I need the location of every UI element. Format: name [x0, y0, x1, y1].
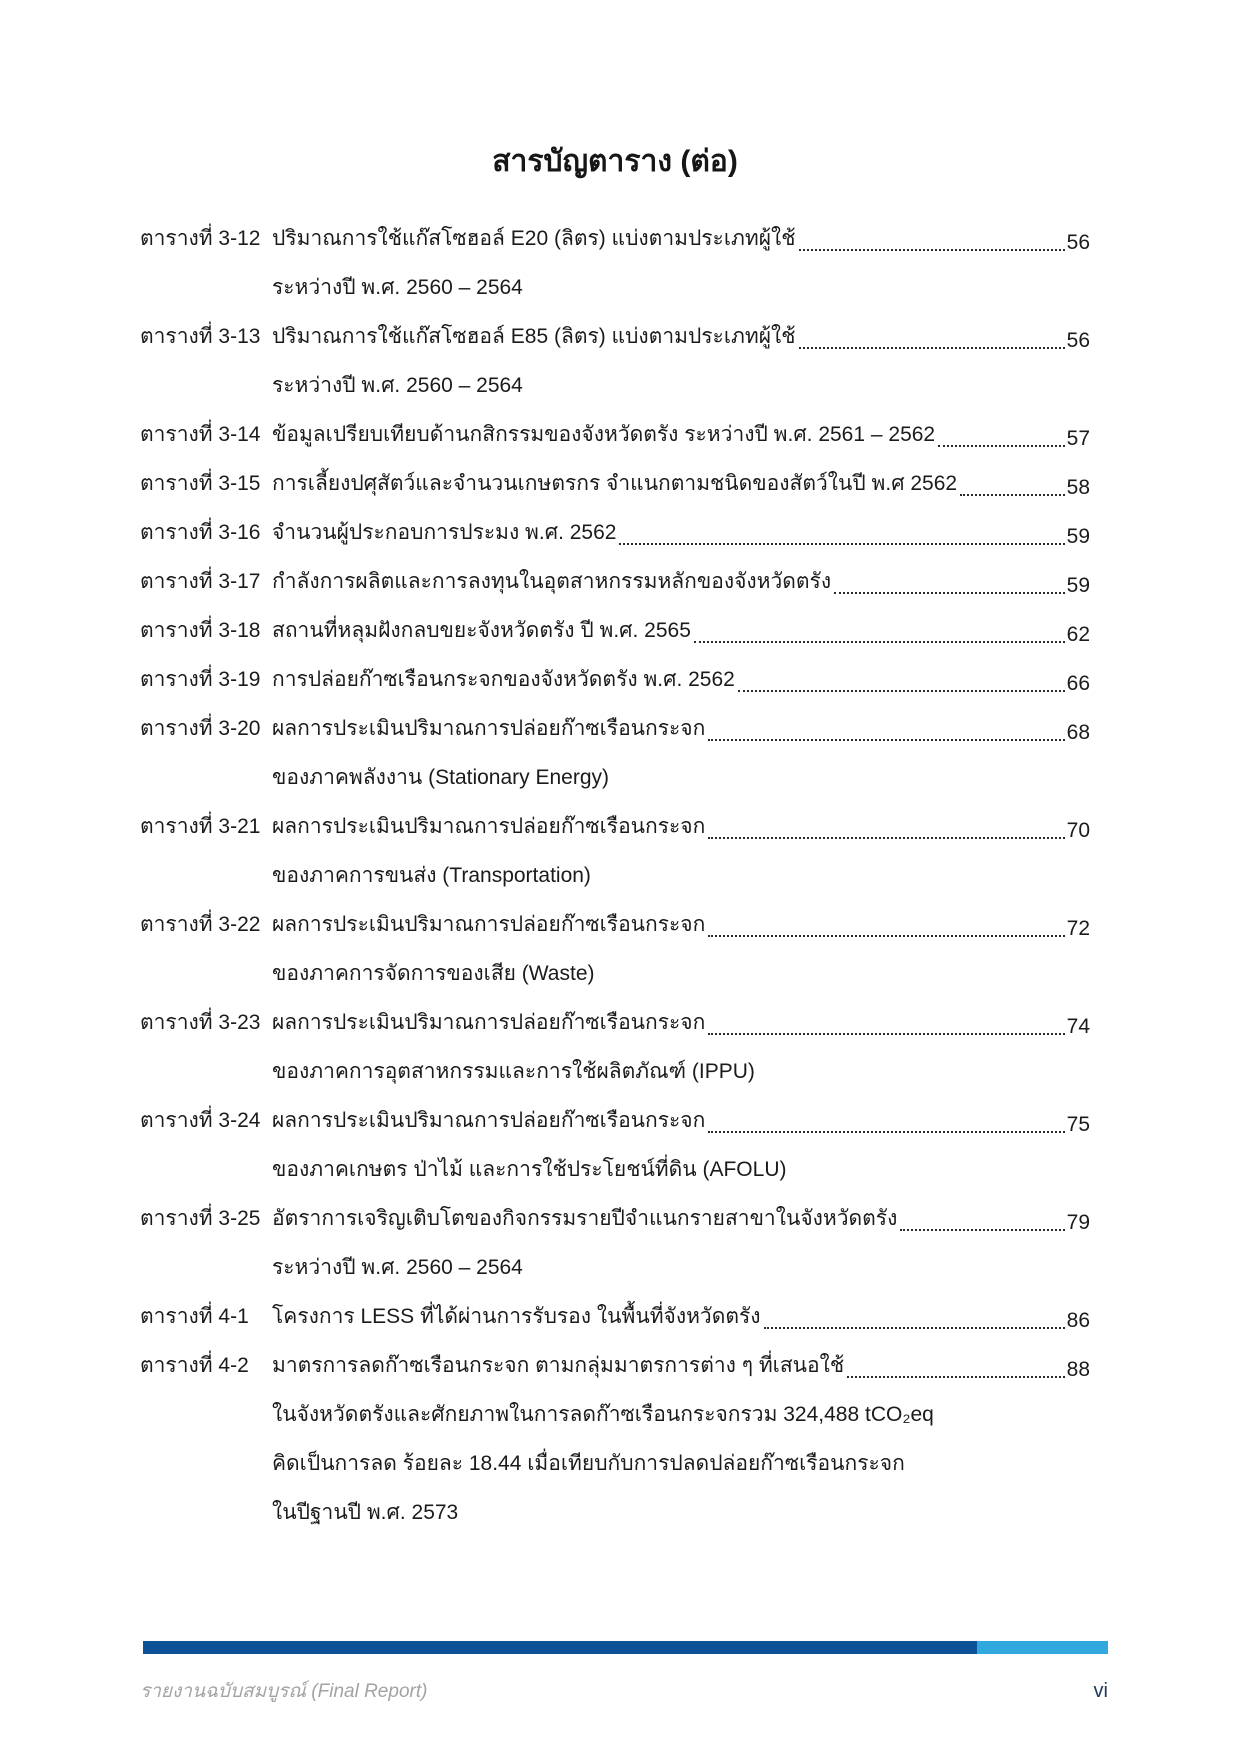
- toc-entry-title: ผลการประเมินปริมาณการปล่อยก๊าซเรือนกระจก: [272, 1011, 706, 1034]
- toc-entry-continuation-text: ของภาคการขนส่ง (Transportation): [272, 864, 591, 887]
- footer-page-number: vi: [1093, 1680, 1108, 1702]
- toc-entry-label: ตารางที่ 3-20: [140, 717, 261, 740]
- toc-entry-3-14[interactable]: [140, 410, 1090, 459]
- toc-entry-4-2[interactable]: [140, 1341, 1090, 1390]
- toc-entry-continuation: [140, 361, 1090, 410]
- toc-entry-page-number: 62: [1066, 623, 1090, 646]
- toc-entry-continuation-text: ในปีฐานปี พ.ศ. 2573: [272, 1501, 459, 1524]
- toc-entry-title: จำนวนผู้ประกอบการประมง พ.ศ. 2562: [272, 521, 617, 544]
- toc-entry-continuation-text: ของภาคการอุตสาหกรรมและการใช้ผลิตภัณฑ์ (IPPU): [272, 1060, 755, 1083]
- dot-leader: [960, 494, 1065, 496]
- toc-entry-4-1[interactable]: [140, 1292, 1090, 1341]
- dot-leader: [738, 690, 1065, 692]
- toc-entry-label: ตารางที่ 3-17: [140, 570, 261, 593]
- toc-entry-continuation: [140, 1047, 1090, 1096]
- toc-entry-continuation-text: ของภาคพลังงาน (Stationary Energy): [272, 766, 610, 789]
- toc-entry-page-number: 56: [1066, 231, 1090, 254]
- toc-entry-continuation-text: ของภาคการจัดการของเสีย (Waste): [272, 962, 595, 985]
- toc-entry-label: ตารางที่ 3-16: [140, 521, 261, 544]
- footer-bar-dark-segment: [143, 1641, 977, 1654]
- toc-entry-page-number: 72: [1066, 917, 1090, 940]
- toc-entry-page-number: 88: [1066, 1358, 1090, 1381]
- toc-entry-title: ผลการประเมินปริมาณการปล่อยก๊าซเรือนกระจก: [272, 815, 706, 838]
- dot-leader: [694, 641, 1065, 643]
- toc-entry-title: กำลังการผลิตและการลงทุนในอุตสาหกรรมหลักของจังหวัดตรัง: [272, 570, 832, 593]
- toc-entry-page-number: 79: [1066, 1211, 1090, 1234]
- toc-entry-label: ตารางที่ 3-19: [140, 668, 261, 691]
- toc-entry-label: ตารางที่ 3-14: [140, 423, 261, 446]
- dot-leader: [708, 739, 1064, 741]
- toc-entry-content: [272, 565, 1090, 598]
- toc-entry-title: ผลการประเมินปริมาณการปล่อยก๊าซเรือนกระจก: [272, 913, 706, 936]
- toc-entry-3-23[interactable]: [140, 998, 1090, 1047]
- toc-entry-continuation: [140, 1488, 1090, 1537]
- toc-entry-title: ข้อมูลเปรียบเทียบด้านกสิกรรมของจังหวัดตรัง ระหว่างปี พ.ศ. 2561 – 2562: [272, 423, 936, 446]
- footer-divider-bar: [143, 1641, 1108, 1654]
- dot-leader: [764, 1327, 1065, 1329]
- toc-entry-label: ตารางที่ 3-13: [140, 325, 261, 348]
- toc-entry-3-16[interactable]: [140, 508, 1090, 557]
- toc-entry-page-number: 74: [1066, 1015, 1090, 1038]
- toc-entry-content: [272, 320, 1090, 353]
- toc-entry-page-number: 59: [1066, 574, 1090, 597]
- toc-entry-content: [272, 1349, 1090, 1382]
- toc-entry-page-number: 57: [1066, 427, 1090, 450]
- toc-entry-label: ตารางที่ 3-12: [140, 227, 261, 250]
- toc-entry-content: [272, 1300, 1090, 1333]
- toc-entry-label: ตารางที่ 3-23: [140, 1011, 261, 1034]
- toc-entry-content: [272, 810, 1090, 843]
- dot-leader: [708, 837, 1064, 839]
- toc-entry-content: [272, 516, 1090, 549]
- toc-entry-label: ตารางที่ 3-22: [140, 913, 261, 936]
- toc-entry-continuation-text: ในจังหวัดตรังและศักยภาพในการลดก๊าซเรือนกระจกรวม 324,488 tCO₂eq: [272, 1403, 934, 1426]
- toc-table-list: [140, 214, 1090, 1537]
- toc-entry-title: มาตรการลดก๊าซเรือนกระจก ตามกลุ่มมาตรการต่าง ๆ ที่เสนอใช้: [272, 1354, 845, 1377]
- toc-entry-page-number: 68: [1066, 721, 1090, 744]
- footer-report-label: รายงานฉบับสมบูรณ์ (Final Report): [140, 1681, 428, 1702]
- toc-entry-page-number: 56: [1066, 329, 1090, 352]
- toc-entry-title: การปล่อยก๊าซเรือนกระจกของจังหวัดตรัง พ.ศ. 2562: [272, 668, 735, 691]
- dot-leader: [708, 935, 1064, 937]
- toc-entry-3-13[interactable]: [140, 312, 1090, 361]
- dot-leader: [900, 1229, 1064, 1231]
- toc-entry-title: ผลการประเมินปริมาณการปล่อยก๊าซเรือนกระจก: [272, 1109, 706, 1132]
- toc-entry-3-15[interactable]: [140, 459, 1090, 508]
- toc-entry-continuation-text: ของภาคเกษตร ป่าไม้ และการใช้ประโยชน์ที่ดิน (AFOLU): [272, 1158, 787, 1181]
- toc-entry-page-number: 86: [1066, 1309, 1090, 1332]
- toc-entry-title: การเลี้ยงปศุสัตว์และจำนวนเกษตรกร จำแนกตามชนิดของสัตว์ในปี พ.ศ 2562: [272, 472, 958, 495]
- dot-leader: [938, 445, 1065, 447]
- toc-entry-3-17[interactable]: [140, 557, 1090, 606]
- toc-entry-continuation: [140, 851, 1090, 900]
- toc-entry-label: ตารางที่ 4-2: [140, 1354, 249, 1377]
- toc-entry-label: ตารางที่ 3-25: [140, 1207, 261, 1230]
- toc-entry-content: [272, 1006, 1090, 1039]
- footer: [140, 1676, 1108, 1706]
- toc-entry-3-19[interactable]: [140, 655, 1090, 704]
- toc-entry-content: [272, 1104, 1090, 1137]
- dot-leader: [799, 249, 1065, 251]
- toc-entry-continuation-text: ระหว่างปี พ.ศ. 2560 – 2564: [272, 374, 523, 397]
- toc-entry-title: อัตราการเจริญเติบโตของกิจกรรมรายปีจำแนกรายสาขาในจังหวัดตรัง: [272, 1207, 898, 1230]
- toc-entry-continuation: [140, 263, 1090, 312]
- toc-entry-page-number: 66: [1066, 672, 1090, 695]
- toc-entry-continuation: [140, 1390, 1090, 1439]
- toc-entry-label: ตารางที่ 3-24: [140, 1109, 261, 1132]
- toc-entry-3-12[interactable]: [140, 214, 1090, 263]
- toc-entry-page-number: 58: [1066, 476, 1090, 499]
- toc-entry-continuation-text: คิดเป็นการลด ร้อยละ 18.44 เมื่อเทียบกับการปลดปล่อยก๊าซเรือนกระจก: [272, 1452, 905, 1475]
- toc-entry-continuation: [140, 1243, 1090, 1292]
- toc-entry-page-number: 59: [1066, 525, 1090, 548]
- footer-bar-light-segment: [977, 1641, 1108, 1654]
- dot-leader: [708, 1131, 1064, 1133]
- toc-entry-content: [272, 663, 1090, 696]
- toc-entry-3-18[interactable]: [140, 606, 1090, 655]
- toc-entry-label: ตารางที่ 4-1: [140, 1305, 249, 1328]
- toc-entry-label: ตารางที่ 3-18: [140, 619, 261, 642]
- toc-entry-content: [272, 222, 1090, 255]
- toc-entry-page-number: 75: [1066, 1113, 1090, 1136]
- toc-entry-continuation: [140, 949, 1090, 998]
- page-title: สารบัญตาราง (ต่อ): [492, 145, 738, 178]
- toc-entry-title: ปริมาณการใช้แก๊สโซฮอล์ E20 (ลิตร) แบ่งตามประเภทผู้ใช้: [272, 227, 796, 250]
- toc-entry-continuation: [140, 1145, 1090, 1194]
- dot-leader: [834, 592, 1065, 594]
- toc-entry-label: ตารางที่ 3-15: [140, 472, 261, 495]
- toc-entry-title: สถานที่หลุมฝังกลบขยะจังหวัดตรัง ปี พ.ศ. 2565: [272, 619, 691, 642]
- toc-entry-page-number: 70: [1066, 819, 1090, 842]
- dot-leader: [847, 1376, 1065, 1378]
- toc-entry-content: [272, 712, 1090, 745]
- toc-entry-continuation-text: ระหว่างปี พ.ศ. 2560 – 2564: [272, 276, 523, 299]
- toc-entry-continuation: [140, 753, 1090, 802]
- toc-entry-content: [272, 467, 1090, 500]
- toc-entry-continuation-text: ระหว่างปี พ.ศ. 2560 – 2564: [272, 1256, 523, 1279]
- toc-entry-content: [272, 1202, 1090, 1235]
- toc-entry-3-20[interactable]: [140, 704, 1090, 753]
- toc-entry-content: [272, 418, 1090, 451]
- toc-entry-3-21[interactable]: [140, 802, 1090, 851]
- toc-entry-continuation: [140, 1439, 1090, 1488]
- toc-entry-label: ตารางที่ 3-21: [140, 815, 261, 838]
- toc-entry-title: ปริมาณการใช้แก๊สโซฮอล์ E85 (ลิตร) แบ่งตามประเภทผู้ใช้: [272, 325, 796, 348]
- dot-leader: [619, 543, 1064, 545]
- dot-leader: [799, 347, 1065, 349]
- toc-entry-title: ผลการประเมินปริมาณการปล่อยก๊าซเรือนกระจก: [272, 717, 706, 740]
- toc-entry-content: [272, 908, 1090, 941]
- toc-entry-3-22[interactable]: [140, 900, 1090, 949]
- toc-entry-title: โครงการ LESS ที่ได้ผ่านการรับรอง ในพื้นที่จังหวัดตรัง: [272, 1305, 761, 1328]
- toc-entry-3-25[interactable]: [140, 1194, 1090, 1243]
- toc-entry-content: [272, 614, 1090, 647]
- dot-leader: [708, 1033, 1064, 1035]
- toc-entry-3-24[interactable]: [140, 1096, 1090, 1145]
